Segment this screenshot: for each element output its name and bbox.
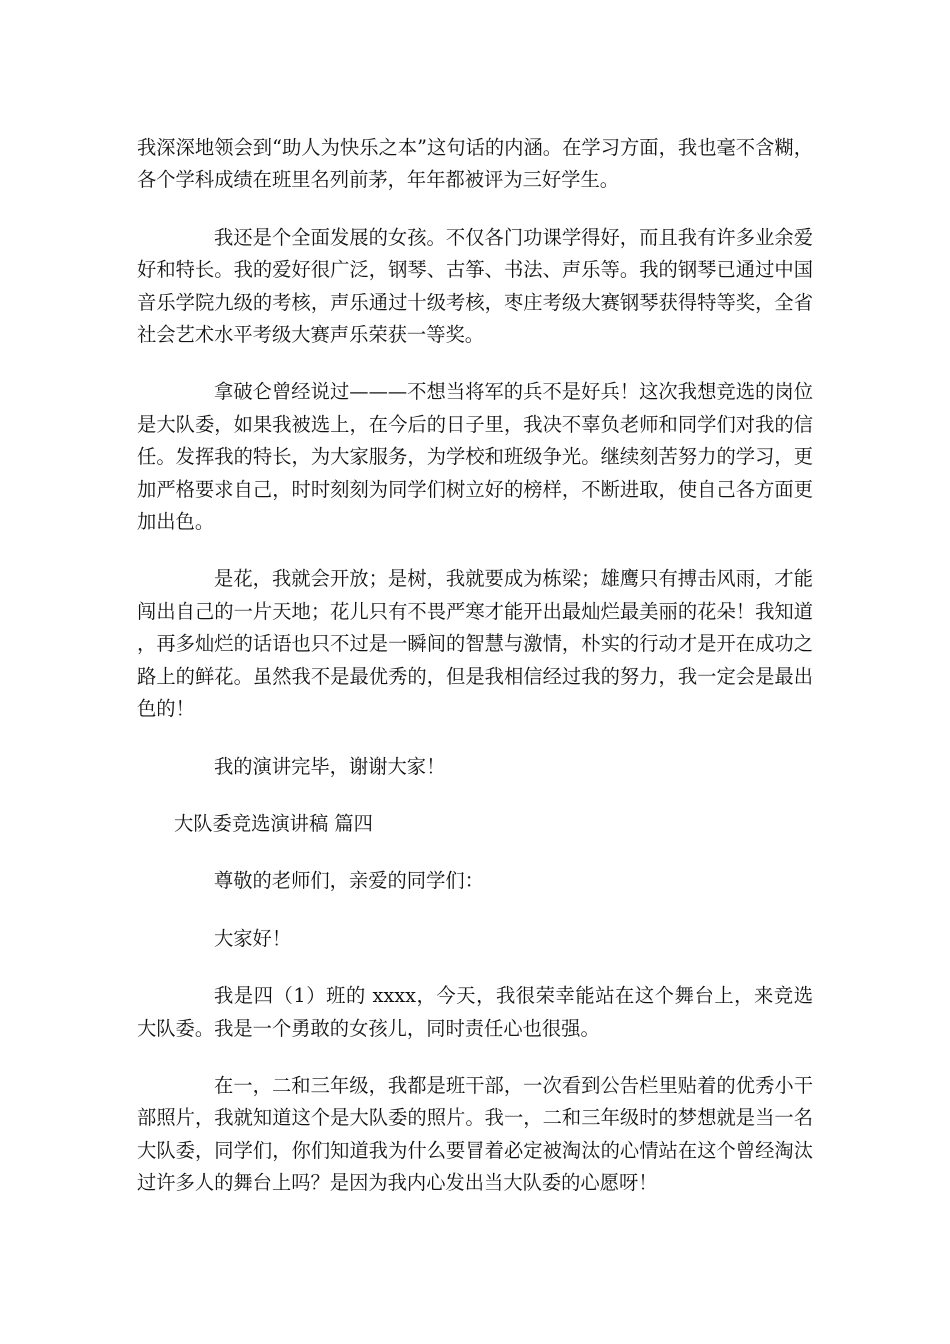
paragraph-napoleon: 拿破仑曾经说过———不想当将军的兵不是好兵！这次我想竞选的岗位是大队委，如果我被选上，在今后的日子里，我决不辜负老师和同学们对我的信任。发挥我的特长，为大家服务，为学校和班级争光。继续刻苦努力的学习，更加严格要求自己，时时刻刻为同学们树立好的榜样，不断进取，使自己各方面更加出色。 [137, 380, 813, 534]
paragraph-continuation: 我深深地领会到“助人为快乐之本”这句话的内涵。在学习方面，我也毫不含糊，各个学科成绩在班里名列前茅，年年都被评为三好学生。 [137, 136, 813, 192]
paragraph-flower: 是花，我就会开放；是树，我就要成为栋梁；雄鹰只有搏击风雨，才能闯出自己的一片天地；花儿只有不畏严寒才能开出最灿烂最美丽的花朵！我知道，再多灿烂的话语也只不过是一瞬间的智慧与激情，朴实的行动才是开在成功之路上的鲜花。虽然我不是最优秀的，但是我相信经过我的努力，我一定会是最出色的！ [137, 567, 813, 721]
section-heading: 大队委竞选演讲稿 篇四 [174, 811, 373, 835]
paragraph-introduction: 我是四（1）班的 xxxx，今天，我很荣幸能站在这个舞台上，来竞选大队委。我是一个勇敢的女孩儿，同时责任心也很强。 [137, 984, 813, 1040]
paragraph-hobbies: 我还是个全面发展的女孩。不仅各门功课学得好，而且我有许多业余爱好和特长。我的爱好很广泛，钢琴、古筝、书法、声乐等。我的钢琴已通过中国音乐学院九级的考核，声乐通过十级考核，枣庄考级大赛钢琴获得特等奖，全省社会艺术水平考级大赛声乐荣获一等奖。 [137, 225, 813, 347]
paragraph-salutation: 尊敬的老师们，亲爱的同学们： [214, 869, 484, 893]
paragraph-dream: 在一，二和三年级，我都是班干部，一次看到公告栏里贴着的优秀小干部照片，我就知道这个是大队委的照片。我一，二和三年级时的梦想就是当一名大队委，同学们，你们知道我为什么要冒着必定被淘汰的心情站在这个曾经淘汰过许多人的舞台上吗？是因为我内心发出当大队委的心愿呀！ [137, 1073, 813, 1195]
document-body [137, 132, 813, 1200]
paragraph-greeting: 大家好！ [214, 926, 292, 950]
paragraph-closing: 我的演讲完毕，谢谢大家！ [214, 754, 446, 778]
